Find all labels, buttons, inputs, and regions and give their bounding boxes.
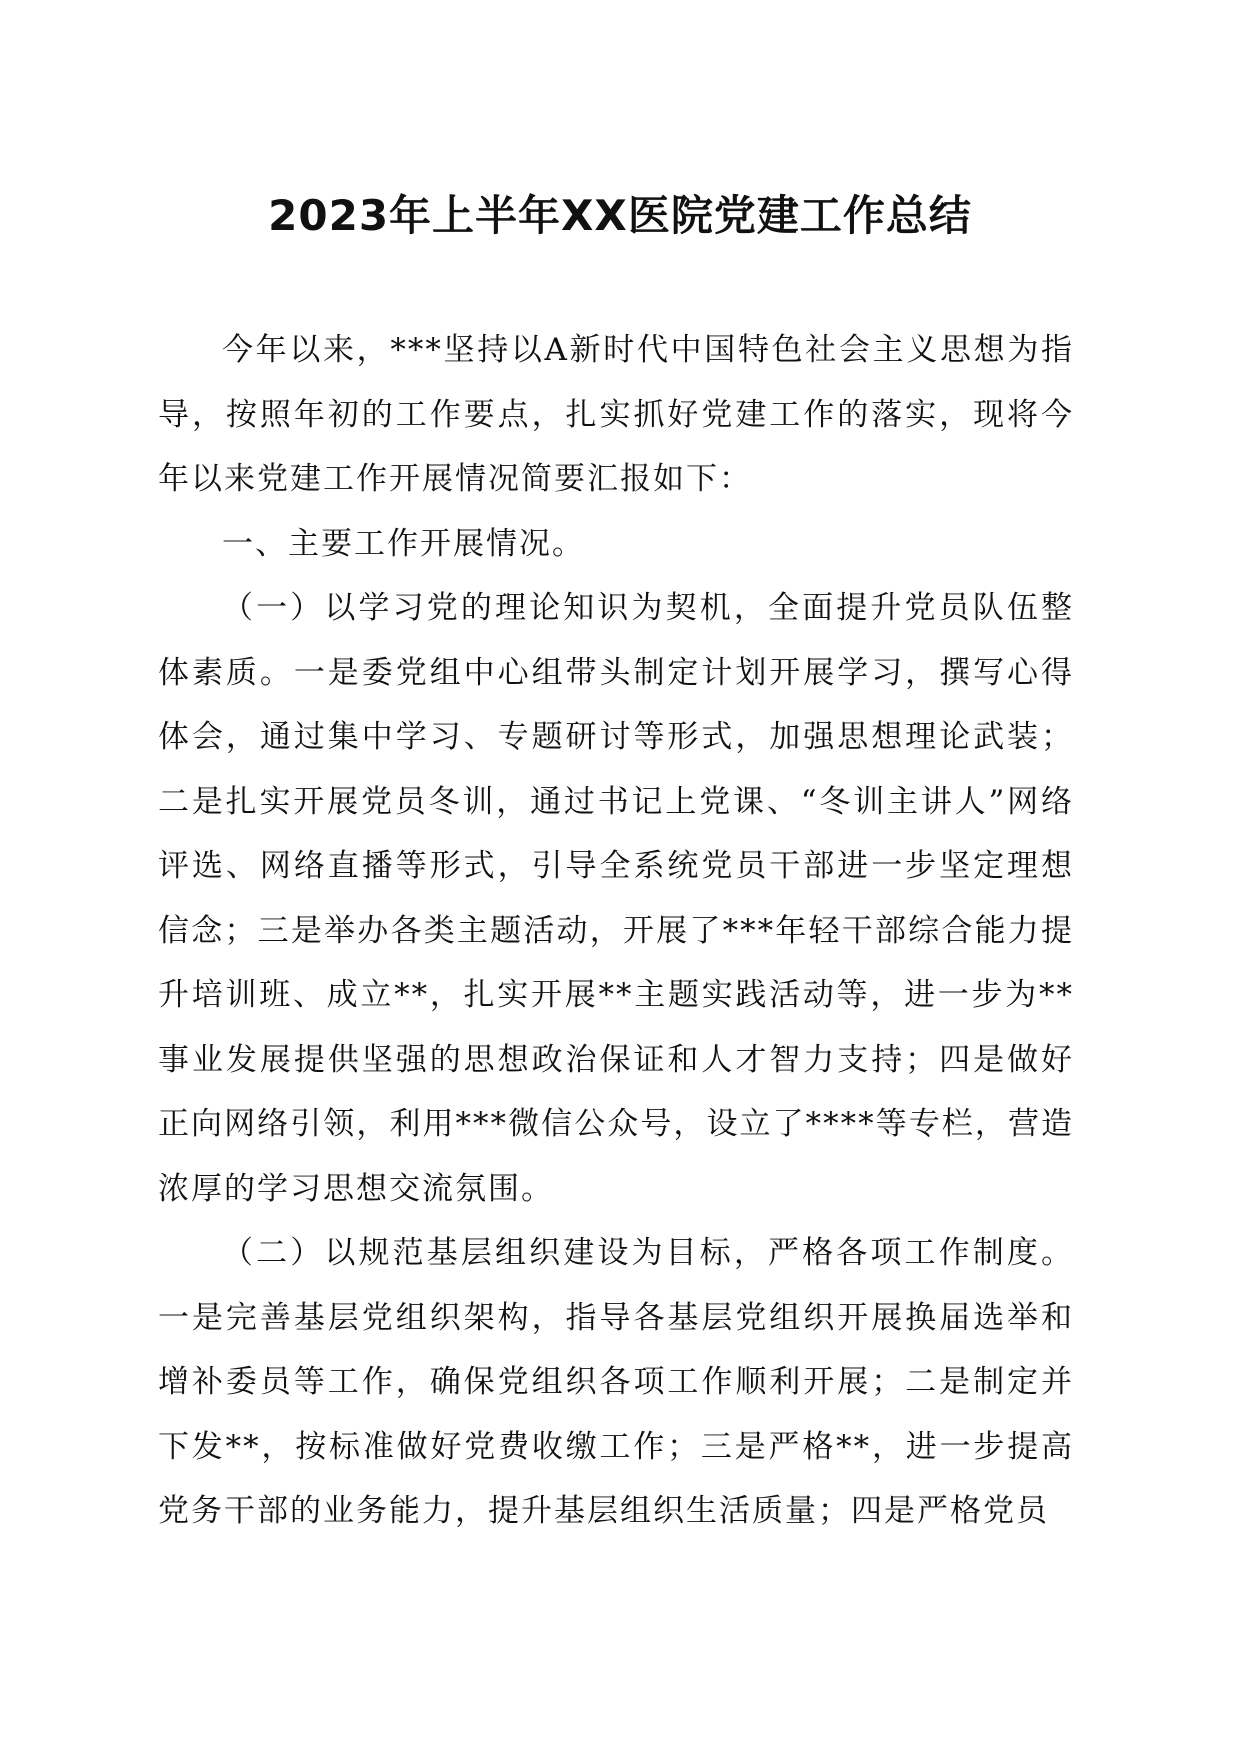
paragraph-intro: 今年以来，***坚持以A新时代中国特色社会主义思想为指导，按照年初的工作要点，扎实抓好党建工作的落实，现将今年以来党建工作开展情况简要汇报如下：	[158, 332, 1074, 497]
document-title: 2023年上半年XX医院党建工作总结	[268, 191, 972, 240]
document-body	[158, 318, 1074, 1544]
section-heading-main-work: 一、主要工作开展情况。	[222, 525, 585, 562]
paragraph-grassroots-organization: （二）以规范基层组织建设为目标，严格各项工作制度。一是完善基层党组织架构，指导各基层党组织开展换届选举和增补委员等工作，确保党组织各项工作顺利开展；二是制定并下发**，按标准做好党费收缴工作；三是严格**，进一步提高党务干部的业务能力，提升基层组织生活质量；四是严格党员	[158, 1235, 1074, 1529]
paragraph-theory-study: （一）以学习党的理论知识为契机，全面提升党员队伍整体素质。一是委党组中心组带头制定计划开展学习，撰写心得体会，通过集中学习、专题研讨等形式，加强思想理论武装；二是扎实开展党员冬训，通过书记上党课、“冬训主讲人”网络评选、网络直播等形式，引导全系统党员干部进一步坚定理想信念；三是举办各类主题活动，开展了***年轻干部综合能力提升培训班、成立**，扎实开展**主题实践活动等，进一步为**事业发展提供坚强的思想政治保证和人才智力支持；四是做好正向网络引领，利用***微信公众号，设立了****等专栏，营造浓厚的学习思想交流氛围。	[158, 590, 1074, 1207]
